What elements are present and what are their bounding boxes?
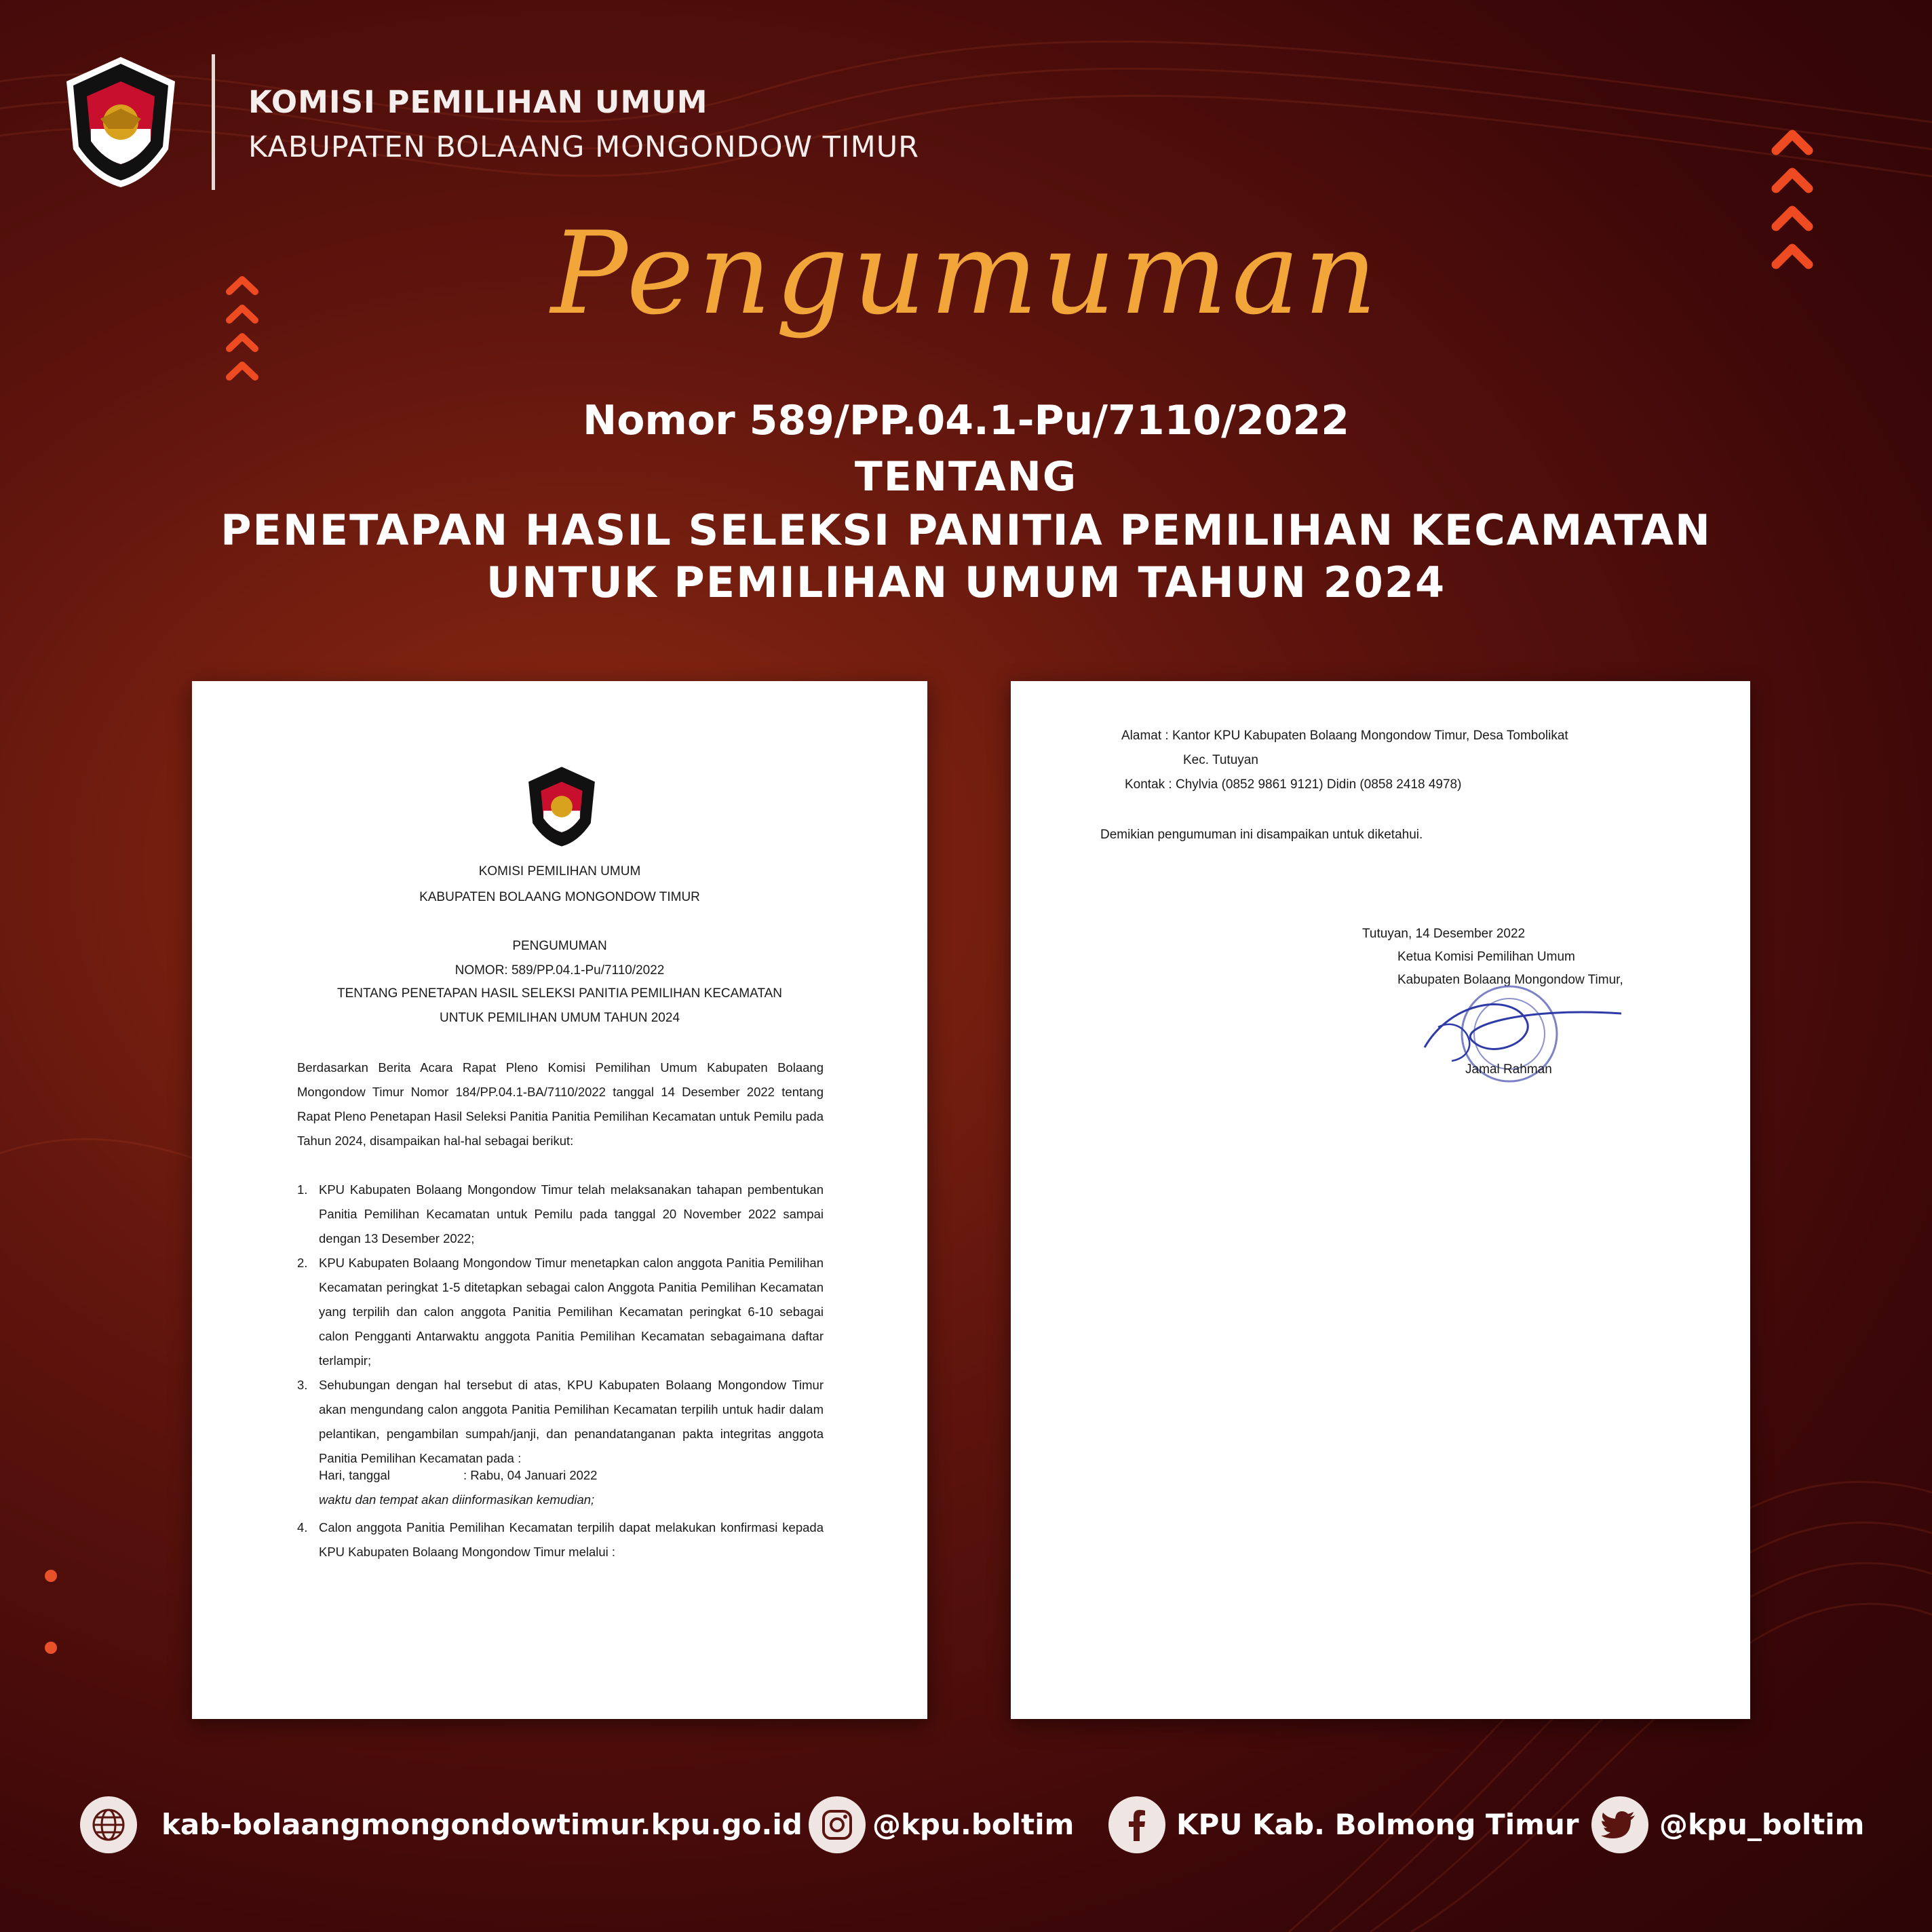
tentang-label: TENTANG [854, 453, 1078, 501]
kpu-logo [60, 54, 182, 190]
globe-icon[interactable] [80, 1796, 137, 1853]
doc-org-line-2: KABUPATEN BOLAANG MONGONDOW TIMUR [419, 890, 700, 904]
document-page-1 [192, 681, 927, 1719]
decorative-dot [45, 1570, 57, 1582]
closing-line: Demikian pengumuman ini disampaikan untuk diketahui. [1100, 828, 1423, 842]
decorative-dot [45, 1642, 57, 1654]
place-date: Tutuyan, 14 Desember 2022 [1362, 927, 1526, 941]
list-item-number: 2. [297, 1256, 308, 1270]
contact-line: Kontak : Chylvia (0852 9861 9121) Didin (0858 2418 4978) [1125, 777, 1462, 792]
footer-instagram-link[interactable]: @kpu.boltim [872, 1808, 1075, 1841]
document-page-2 [1011, 681, 1750, 1719]
org-subtitle: KABUPATEN BOLAANG MONGONDOW TIMUR [248, 130, 920, 164]
signer-role-line-2: Kabupaten Bolaang Mongondow Timur, [1397, 973, 1623, 987]
org-name: KOMISI PEMILIHAN UMUM [248, 84, 708, 120]
headline: Pengumuman [550, 207, 1382, 340]
doc-intro-paragraph: Berdasarkan Berita Acara Rapat Pleno Komisi Pemilihan Umum Kabupaten Bolaang Mongondow Timur Nomor 184/PP.04.1-BA/7110/2022 tanggal 14 Desember 2022 tentang Rapat Pleno Penetapan Hasil Seleksi Panitia Panitia Pemilihan Kecamatan untuk Pemilu pada Tahun 2024, disampaikan hal-hal sebagai berikut: [297, 1060, 824, 1148]
doc-number: NOMOR: 589/PP.04.1-Pu/7110/2022 [455, 963, 665, 978]
instagram-icon[interactable] [809, 1796, 866, 1853]
header-divider [212, 54, 215, 190]
list-item-text: Calon anggota Panitia Pemilihan Kecamatan terpilih dapat melakukan konfirmasi kepada KPU Kabupaten Bolaang Mongondow Timur melalui : [319, 1520, 824, 1559]
doc-org-line-1: KOMISI PEMILIHAN UMUM [478, 864, 641, 878]
schedule-note: waktu dan tempat akan diinformasikan kemudian; [319, 1492, 595, 1507]
list-item-text: Sehubungan dengan hal tersebut di atas, KPU Kabupaten Bolaang Mongondow Timur akan mengundang calon anggota Panitia Pemilihan Kecamatan terpilih untuk hadir dalam pelantikan, pengambilan sumpah/janji, dan penandatanganan pakta integritas anggota Panitia Pemilihan Kecamatan pada : [319, 1378, 824, 1465]
twitter-icon[interactable] [1591, 1796, 1648, 1853]
list-item-number: 1. [297, 1182, 308, 1197]
signer-name: Jamal Rahman [1465, 1062, 1552, 1077]
list-item-text: KPU Kabupaten Bolaang Mongondow Timur menetapkan calon anggota Panitia Pemilihan Kecamatan peringkat 1-5 ditetapkan sebagai calon Anggota Panitia Pemilihan Kecamatan yang terpilih dan calon anggota Panitia Pemilihan Kecamatan peringkat 6-10 sebagai calon Pengganti Antarwaktu anggota Panitia Pemilihan Kecamatan sebagaimana daftar terlampir; [319, 1256, 824, 1368]
list-item-number: 3. [297, 1378, 308, 1392]
footer-facebook-link[interactable]: KPU Kab. Bolmong Timur [1176, 1808, 1579, 1841]
doc-title: PENGUMUMAN [512, 939, 607, 953]
facebook-icon[interactable] [1108, 1796, 1165, 1853]
address-line-1: Alamat : Kantor KPU Kabupaten Bolaang Mongondow Timur, Desa Tombolikat [1121, 729, 1568, 743]
list-item-text: KPU Kabupaten Bolaang Mongondow Timur telah melaksanakan tahapan pembentukan Panitia Pemilihan Kecamatan untuk Pemilu pada tanggal 20 November 2022 sampai dengan 13 Desember 2022; [319, 1182, 824, 1245]
schedule-value: : Rabu, 04 Januari 2022 [463, 1468, 598, 1482]
footer-twitter-link[interactable]: @kpu_boltim [1659, 1808, 1865, 1841]
signer-role-line-1: Ketua Komisi Pemilihan Umum [1397, 950, 1575, 964]
announcement-number: Nomor 589/PP.04.1-Pu/7110/2022 [583, 397, 1349, 444]
address-line-2: Kec. Tutuyan [1183, 753, 1258, 767]
subject-line-1: PENETAPAN HASIL SELEKSI PANITIA PEMILIHAN KECAMATAN [220, 505, 1712, 555]
kpu-logo [524, 762, 599, 851]
doc-subject-line-1: TENTANG PENETAPAN HASIL SELEKSI PANITIA PEMILIHAN KECAMATAN [336, 986, 782, 1001]
doc-subject-line-2: UNTUK PEMILIHAN UMUM TAHUN 2024 [439, 1011, 680, 1025]
footer-website-link[interactable]: kab-bolaangmongondowtimur.kpu.go.id [161, 1808, 803, 1841]
list-item-number: 4. [297, 1520, 308, 1534]
subject-line-2: UNTUK PEMILIHAN UMUM TAHUN 2024 [486, 558, 1446, 607]
schedule-label: Hari, tanggal [319, 1468, 390, 1482]
